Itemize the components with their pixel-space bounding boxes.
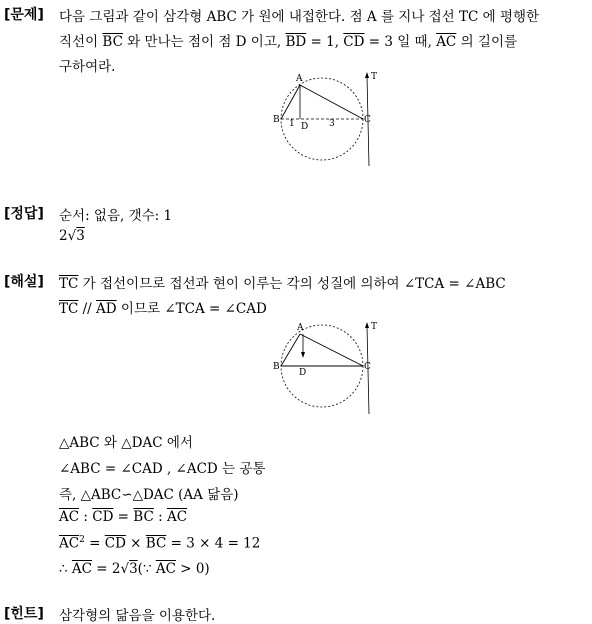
solution-line-6: $\overline{AC}$ : $\overline{CD} = \overline{BC}$ : $\overline{AC}$ (59, 509, 188, 525)
solution-fig-label-a: A (297, 323, 304, 333)
problem-fig-label-t: T (371, 72, 378, 82)
solution-fig-label-c: C (364, 362, 371, 372)
problem-fig-label-a: A (296, 74, 303, 84)
problem-fig-label-c: C (364, 115, 371, 125)
solution-line-4: ∠ABC = ∠CAD , ∠ACD 는 공통 (59, 461, 266, 477)
solution-tag: [해설] (4, 274, 44, 290)
solution-figure (272, 318, 384, 418)
solution-line-2: $\overline{TC} // \overline{AD}$ 이므로 ∠TCA = ∠CAD (59, 301, 267, 317)
problem-line-2: 직선이 $\overline{BC}$ 와 만나는 점이 점 D 이고, $\overline{BD} = 1$, $\overline{CD} = 3$ 일 때, $\overline{AC}$ 의 길이를 (59, 34, 518, 50)
problem-line-3: 구하여라. (59, 59, 116, 75)
problem-tag: [문제] (4, 7, 44, 23)
solution-fig-label-t: T (371, 322, 378, 332)
answer-tag: [정답] (4, 206, 44, 222)
solution-line-3: △ABC 와 △DAC 에서 (59, 435, 193, 451)
hint-tag: [힌트] (4, 606, 44, 622)
answer-line-2: 2√3 (59, 228, 85, 244)
solution-line-1: $\overline{TC}$ 가 접선이므로 접선과 현이 이루는 각의 성질에 의하여 ∠TCA = ∠ABC (59, 276, 506, 292)
problem-line-1: 다음 그림과 같이 삼각형 ABC 가 원에 내접한다. 점 A 를 지나 접선 TC 에 평행한 (59, 9, 540, 25)
problem-fig-length-dc: 3 (329, 119, 335, 129)
problem-figure (272, 68, 384, 170)
answer-line-1: 순서: 없음, 갯수: 1 (59, 208, 173, 224)
problem-fig-length-bd: 1 (289, 119, 295, 129)
solution-line-8: ∴ $\overline{AC}$ = 2√3(∵ $\overline{AC} > 0$) (59, 561, 210, 577)
solution-fig-label-d: D (299, 368, 307, 378)
solution-line-7: $\overline{AC}^2 = \overline{CD} \times \overline{BC} = 3 \times 4 = 12$ (59, 535, 261, 552)
solution-fig-label-b: B (273, 362, 280, 372)
problem-fig-label-b: B (273, 115, 280, 125)
problem-fig-label-d: D (301, 122, 309, 132)
hint-text: 삼각형의 닮음을 이용한다. (59, 608, 216, 624)
solution-line-5: 즉, △ABC∽△DAC (AA 닮음) (59, 487, 239, 503)
